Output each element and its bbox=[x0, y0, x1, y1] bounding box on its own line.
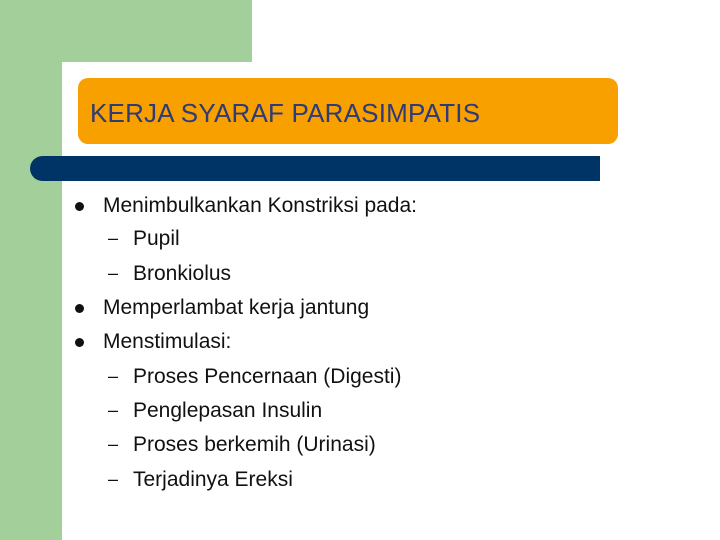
sub-list-item: Penglepasan Insulin bbox=[133, 399, 323, 422]
dash-icon: – bbox=[108, 434, 119, 454]
bullet-icon bbox=[75, 338, 84, 347]
sub-list-item: Bronkiolus bbox=[133, 262, 232, 285]
bullet-icon bbox=[75, 202, 84, 211]
dash-icon: – bbox=[108, 263, 119, 283]
list-item: Menimbulkankan Konstriksi pada: bbox=[103, 194, 417, 217]
sub-list-item: Terjadinya Ereksi bbox=[133, 468, 293, 491]
list-item: Menstimulasi: bbox=[103, 330, 232, 353]
dash-icon: – bbox=[108, 400, 119, 420]
dash-icon: – bbox=[108, 228, 119, 248]
slide-title: KERJA SYARAF PARASIMPATIS bbox=[90, 97, 481, 128]
dash-icon: – bbox=[108, 469, 119, 489]
list-item: Memperlambat kerja jantung bbox=[103, 296, 370, 319]
bullet-icon bbox=[75, 304, 84, 313]
sub-list-item: Proses berkemih (Urinasi) bbox=[133, 433, 376, 456]
sub-list-item: Proses Pencernaan (Digesti) bbox=[133, 365, 402, 388]
dash-icon: – bbox=[108, 366, 119, 386]
sub-list-item: Pupil bbox=[133, 227, 180, 250]
